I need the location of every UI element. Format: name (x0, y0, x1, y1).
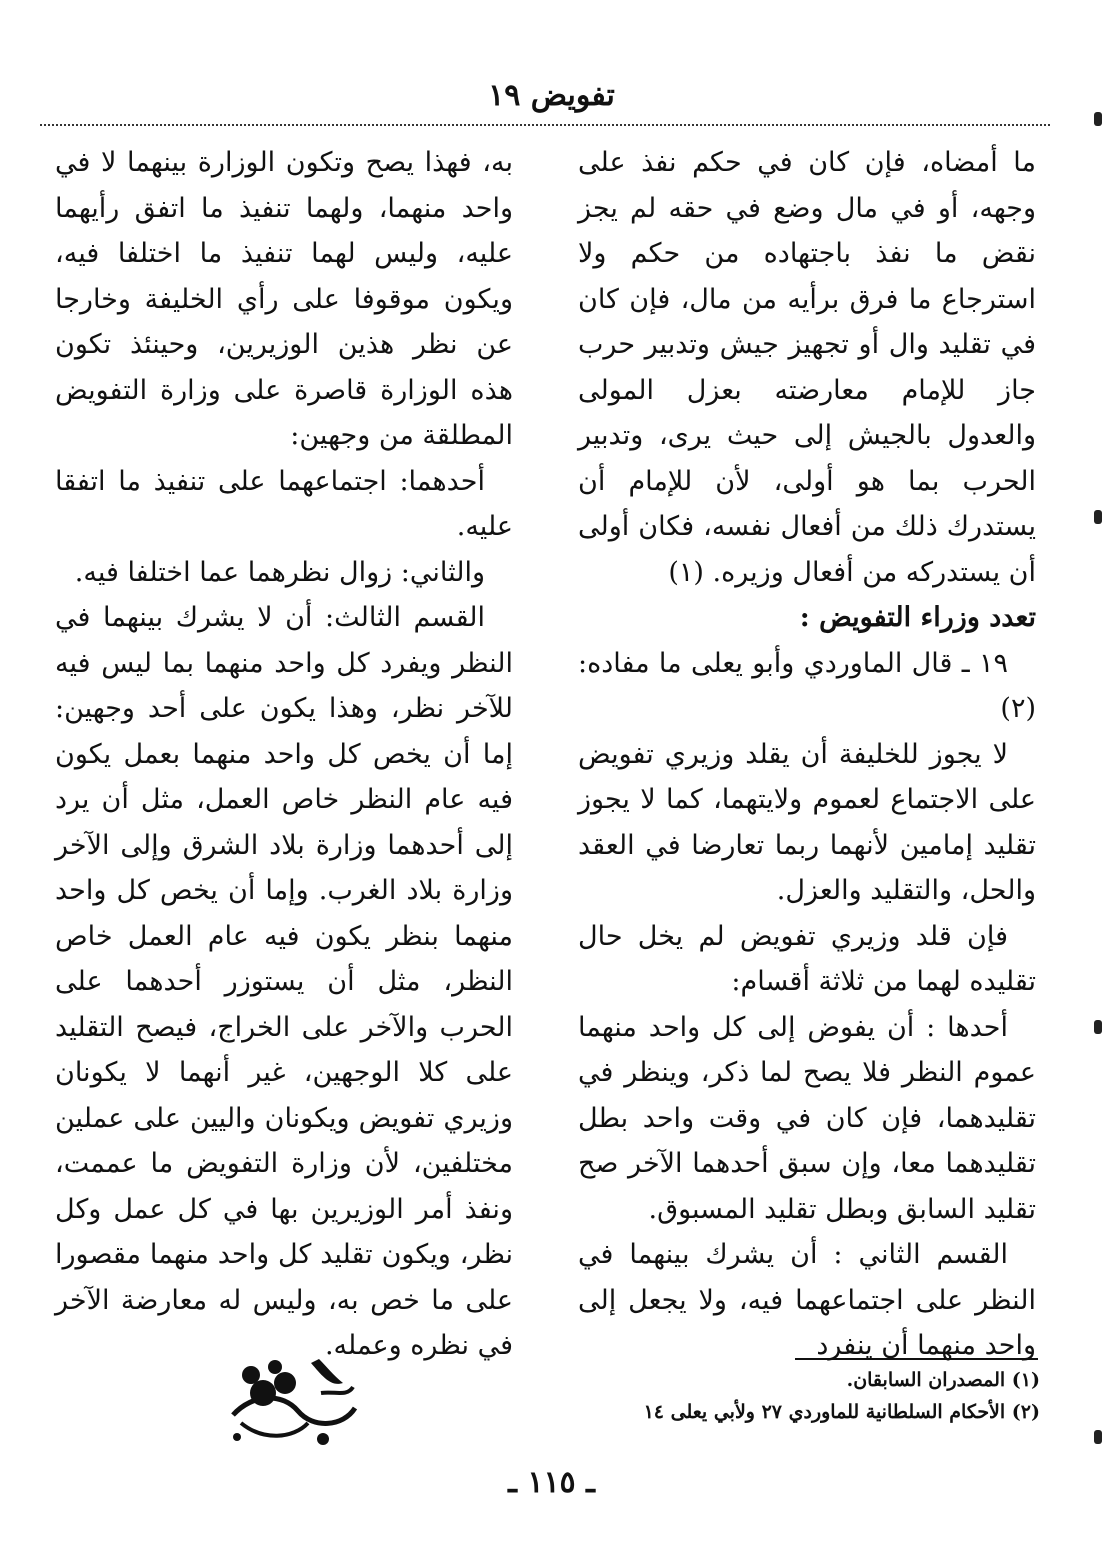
paragraph: به، فهذا يصح وتكون الوزارة بينهما لا في واحد منهما، ولهما تنفيذ ما اتفق رأيهما عليه، وليس لهما تنفيذ ما اختلفا فيه، ويكون موقوفا على رأي الخليفة وخارجا عن نظر هذين الوزيرين، وحينئذ تكون هذه الوزارة قاصرة على وزارة التفويض المطلقة من وجهين: (55, 147, 513, 451)
footnote: (٢) الأحكام السلطانية للماوردي ٢٧ ولأبي يعلى ١٤ (643, 1401, 1040, 1423)
running-header: تفويض ١٩ (488, 78, 615, 113)
footnote: (١) المصدران السابقان. (846, 1369, 1040, 1391)
paragraph: أحدها : أن يفوض إلى كل واحد منهما عموم النظر فلا يصح لما ذكر، وينظر في تقليدهما، فإن كان في وقت واحد بطل تقليدهما معا، وإن سبق أحدهما الآخر صح تقليد السابق وبطل تقليد المسبوق. (578, 1011, 1036, 1225)
paragraph: والثاني: زوال نظرهما عما اختلفا فيه. (74, 556, 485, 588)
left-column (55, 140, 513, 1369)
edge-mark (1094, 510, 1102, 524)
right-column (578, 140, 1036, 1369)
edge-mark (1094, 112, 1102, 126)
paragraph: القسم الثالث: أن لا يشرك بينهما في النظر ويفرد كل واحد منهما بما ليس فيه للآخر نظر، وهذا يكون على أحد وجهين: إما أن يخص كل واحد منهما بعمل يكون فيه عام النظر خاص العمل، مثل أن يرد إلى أحدهما وزارة بلاد الشرق وإلى الآخر وزارة بلاد الغرب. وإما أن يخص كل واحد منهما بنظر يكون فيه عام العمل خاص النظر، مثل أن يستوزر أحدهما على الحرب والآخر على الخراج، فيصح التقليد على كلا الوجهين، غير أنهما لا يكونان وزيري تفويض ويكونان واليين على عملين مختلفين، لأن وزارة التفويض ما عممت، ونفذ أمر الوزيرين بها في كل عمل وكل نظر، ويكون تقليد كل واحد منهما مقصورا على ما خص به، وليس له معارضة الآخر في نظره وعمله. (55, 602, 513, 1361)
header-dotted-rule (40, 124, 1050, 126)
paragraph: لا يجوز للخليفة أن يقلد وزيري تفويض على الاجتماع لعموم ولايتهما، كما لا يجوز تقليد إمامين لأنهما ربما تعارضا في العقد والحل، والتقليد والعزل. (578, 738, 1036, 906)
paragraph: القسم الثاني : أن يشرك بينهما في النظر على اجتماعهما فيه، ولا يجعل إلى واحد منهما أن ينفرد (578, 1239, 1036, 1361)
footnotes (540, 1364, 1040, 1428)
paragraph: ١٩ ـ قال الماوردي وأبو يعلى ما مفاده: (٢) (578, 647, 1036, 724)
footnote-rule (795, 1358, 1038, 1360)
floral-ornament-icon (223, 1353, 363, 1449)
page-number: ـ ١١٥ ـ (508, 1465, 595, 1500)
section-heading: تعدد وزراء التفويض : (799, 602, 1036, 633)
edge-mark (1094, 1430, 1102, 1444)
edge-mark (1094, 1020, 1102, 1034)
paragraph: أحدهما: اجتماعهما على تنفيذ ما اتفقا عليه. (55, 465, 513, 542)
paragraph: فإن قلد وزيري تفويض لم يخل حال تقليده لهما من ثلاثة أقسام: (578, 920, 1036, 997)
paragraph: ما أمضاه، فإن كان في حكم نفذ على وجهه، أو في مال وضع في حقه لم يجز نقض ما نفذ باجتهاده من حكم ولا استرجاع ما فرق برأيه من مال، فإن كان في تقليد وال أو تجهيز جيش وتدبير حرب جاز للإمام معارضته بعزل المولى والعدول بالجيش إلى حيث يرى، وتدبير الحرب بما هو أولى، لأن للإمام أن يستدرك ذلك من أفعال نفسه، فكان أولى أن يستدركه من أفعال وزيره. (١) (578, 147, 1036, 588)
